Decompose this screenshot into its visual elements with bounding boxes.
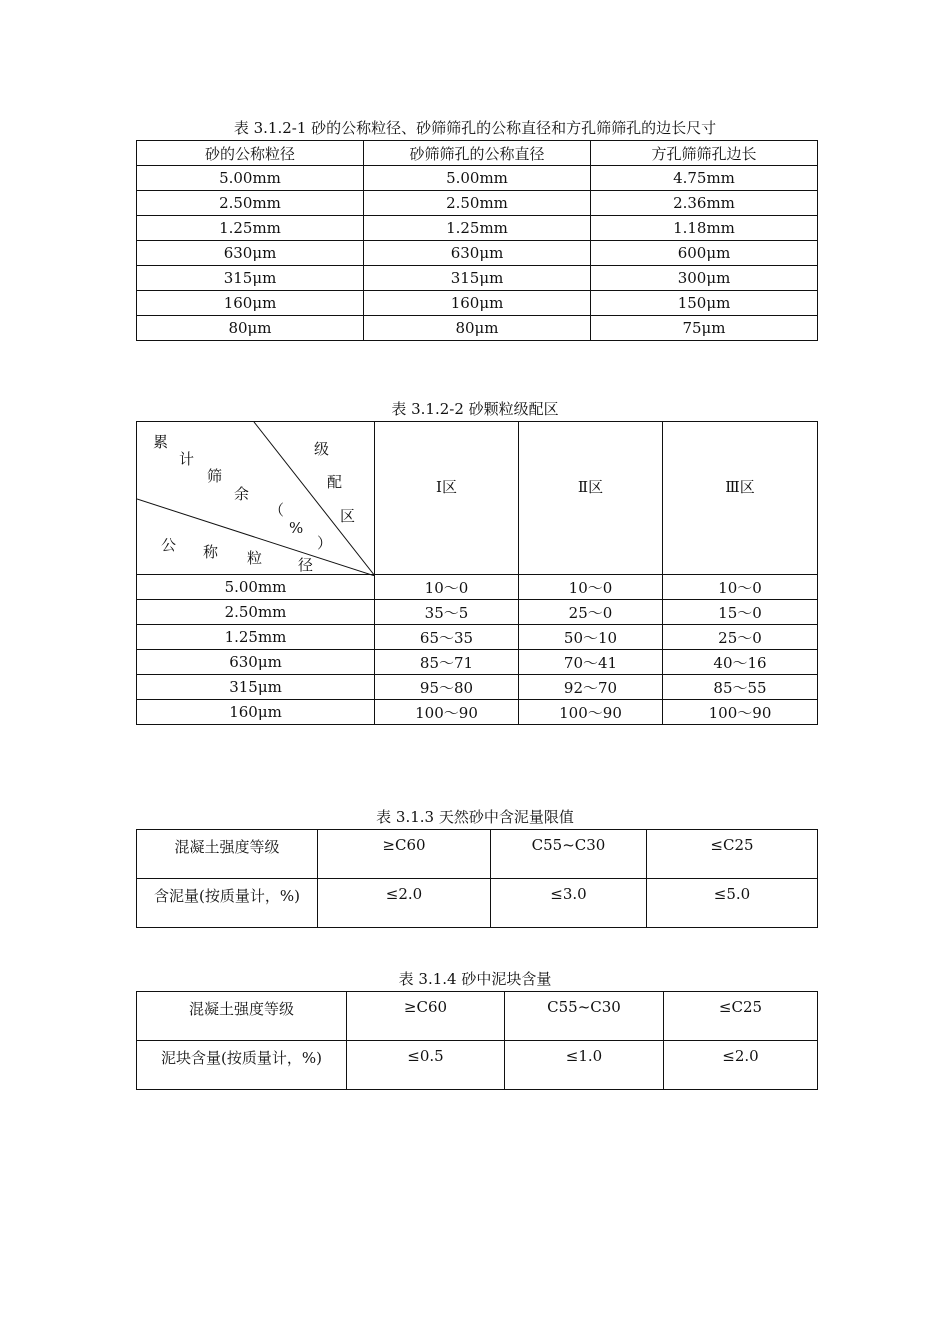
table-cell: 65～35 — [375, 625, 519, 650]
table-cell: 160μm — [137, 291, 364, 316]
table-cell: 5.00mm — [137, 166, 364, 191]
table-cell: 2.50mm — [137, 600, 375, 625]
column-header: 砂的公称粒径 — [137, 141, 364, 166]
table-cell: 80μm — [364, 316, 591, 341]
table-row — [137, 191, 818, 216]
table-row — [137, 241, 818, 266]
column-header: ≥C60 — [318, 830, 491, 879]
table-cell: 1.18mm — [591, 216, 818, 241]
table-cell: 10～0 — [375, 575, 519, 600]
table3-caption: 表 3.1.3 天然砂中含泥量限值 — [376, 808, 574, 826]
column-header: C55~C30 — [505, 992, 664, 1041]
table-cell: ≤1.0 — [505, 1041, 664, 1090]
diag-char: 区 — [340, 507, 356, 525]
table-cell: 15～0 — [663, 600, 818, 625]
diag-char: 余 — [234, 485, 250, 503]
table-cell: 80μm — [137, 316, 364, 341]
table-cell: 25～0 — [663, 625, 818, 650]
table-row — [137, 700, 818, 725]
table-cell: 315μm — [137, 266, 364, 291]
column-header: 混凝土强度等级 — [137, 992, 347, 1041]
table-row — [137, 600, 818, 625]
diag-char: 计 — [179, 450, 195, 468]
diag-char: 累 — [153, 433, 169, 451]
table-cell: 315μm — [137, 675, 375, 700]
table-cell: 2.50mm — [364, 191, 591, 216]
diagonal-header-cell — [137, 422, 375, 575]
column-header: C55~C30 — [491, 830, 647, 879]
table-cell: 100～90 — [375, 700, 519, 725]
table-cell: 70～41 — [519, 650, 663, 675]
diag-char: 径 — [298, 556, 314, 574]
table-cell: 50～10 — [519, 625, 663, 650]
table-row — [137, 1041, 818, 1090]
table-cell: 含泥量(按质量计，%) — [137, 879, 318, 928]
diag-char: % — [289, 519, 304, 537]
table-header-row — [137, 422, 818, 575]
table-cell: 5.00mm — [137, 575, 375, 600]
table-row — [137, 879, 818, 928]
table-cell: 4.75mm — [591, 166, 818, 191]
diag-char: 称 — [203, 543, 219, 561]
table-cell: 2.50mm — [137, 191, 364, 216]
column-header: ≥C60 — [347, 992, 505, 1041]
table-row — [137, 625, 818, 650]
table-clay-lump-content — [136, 991, 818, 1090]
column-header-zone-3: Ⅲ区 — [663, 422, 818, 575]
table-cell: 100～90 — [663, 700, 818, 725]
column-header: ≤C25 — [647, 830, 818, 879]
table2-caption: 表 3.1.2-2 砂颗粒级配区 — [391, 400, 559, 418]
table-cell: 600μm — [591, 241, 818, 266]
table-row — [137, 316, 818, 341]
column-header: 混凝土强度等级 — [137, 830, 318, 879]
column-header-zone-1: Ⅰ区 — [375, 422, 519, 575]
table-cell: 2.36mm — [591, 191, 818, 216]
table-cell: 40～16 — [663, 650, 818, 675]
table-cell: ≤3.0 — [491, 879, 647, 928]
diag-char: 公 — [161, 536, 177, 554]
column-header: 方孔筛筛孔边长 — [591, 141, 818, 166]
table-cell: ≤5.0 — [647, 879, 818, 928]
table-cell: 160μm — [137, 700, 375, 725]
table-cell: 泥块含量(按质量计，%) — [137, 1041, 347, 1090]
table-cell: 10～0 — [519, 575, 663, 600]
table-cell: 5.00mm — [364, 166, 591, 191]
diag-char: 粒 — [247, 549, 263, 567]
table-row — [137, 266, 818, 291]
table-cell: 1.25mm — [364, 216, 591, 241]
table-cell: 630μm — [137, 650, 375, 675]
table-cell: 92～70 — [519, 675, 663, 700]
table-cell: 630μm — [364, 241, 591, 266]
table-grading-zones — [136, 421, 818, 725]
table-cell: 85～71 — [375, 650, 519, 675]
table-nominal-size — [136, 140, 818, 341]
table-header-row — [137, 830, 818, 879]
diag-char: （ — [269, 501, 285, 519]
table-row — [137, 650, 818, 675]
table-cell: 315μm — [364, 266, 591, 291]
table-cell: 630μm — [137, 241, 364, 266]
table-cell: 25～0 — [519, 600, 663, 625]
table-cell: 75μm — [591, 316, 818, 341]
table-cell: 100～90 — [519, 700, 663, 725]
column-header: 砂筛筛孔的公称直径 — [364, 141, 591, 166]
diag-char: 筛 — [207, 467, 223, 485]
table4-caption: 表 3.1.4 砂中泥块含量 — [398, 970, 552, 988]
table-header-row — [137, 141, 818, 166]
table-cell: 1.25mm — [137, 216, 364, 241]
table-cell: 85～55 — [663, 675, 818, 700]
table-header-row — [137, 992, 818, 1041]
table-row — [137, 675, 818, 700]
diag-char: 级 — [314, 440, 330, 458]
table-cell: 150μm — [591, 291, 818, 316]
table-cell: ≤2.0 — [318, 879, 491, 928]
column-header: ≤C25 — [664, 992, 818, 1041]
table-row — [137, 166, 818, 191]
table-cell: 1.25mm — [137, 625, 375, 650]
table-cell: 95～80 — [375, 675, 519, 700]
table-cell: 300μm — [591, 266, 818, 291]
table-row — [137, 291, 818, 316]
table-cell: 10～0 — [663, 575, 818, 600]
table-cell: 160μm — [364, 291, 591, 316]
column-header-zone-2: Ⅱ区 — [519, 422, 663, 575]
diag-char: ） — [317, 534, 333, 552]
table1-caption: 表 3.1.2-1 砂的公称粒径、砂筛筛孔的公称直径和方孔筛筛孔的边长尺寸 — [233, 119, 717, 137]
table-cell: ≤2.0 — [664, 1041, 818, 1090]
table-cell: ≤0.5 — [347, 1041, 505, 1090]
table-row — [137, 216, 818, 241]
table-mud-content — [136, 829, 818, 928]
diag-char: 配 — [327, 473, 343, 491]
table-cell: 35～5 — [375, 600, 519, 625]
table-row — [137, 575, 818, 600]
